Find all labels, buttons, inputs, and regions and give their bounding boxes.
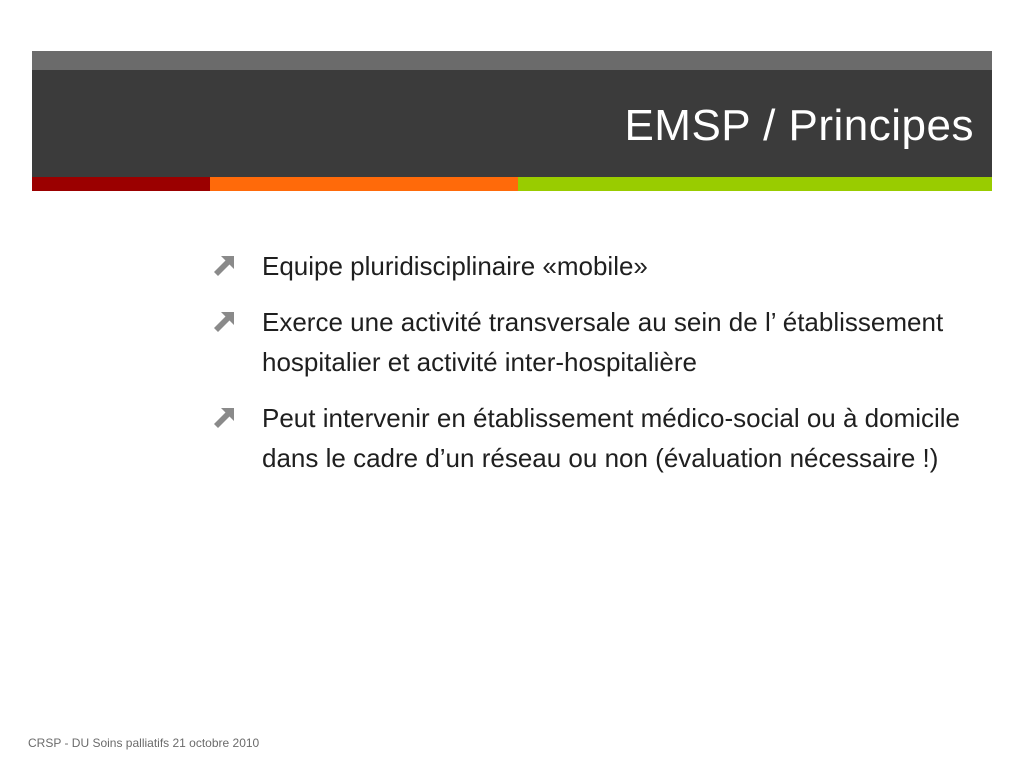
footer-text: CRSP - DU Soins palliatifs 21 octobre 2010 — [28, 736, 260, 750]
bullet-list — [212, 246, 982, 494]
title-bar — [32, 70, 992, 177]
slide-title: EMSP / Principes — [624, 101, 974, 150]
accent-segment-red — [32, 177, 210, 191]
bullet-item — [212, 398, 982, 478]
arrow-up-right-icon — [212, 254, 236, 278]
bullet-text: Exerce une activité transversale au sein de l’ établissement hospitalier et activité inter-hospitalière — [262, 307, 944, 377]
accent-segment-green — [518, 177, 992, 191]
accent-strip — [32, 177, 992, 191]
title-bar-top-band — [32, 51, 992, 70]
accent-segment-orange — [210, 177, 518, 191]
arrow-up-right-icon — [212, 406, 236, 430]
bullet-text: Peut intervenir en établissement médico-social ou à domicile dans le cadre d’un réseau ou non (évaluation nécessaire !) — [262, 403, 961, 473]
bullet-item — [212, 246, 982, 286]
bullet-item — [212, 302, 982, 382]
bullet-text: Equipe pluridisciplinaire «mobile» — [262, 251, 648, 281]
arrow-up-right-icon — [212, 310, 236, 334]
